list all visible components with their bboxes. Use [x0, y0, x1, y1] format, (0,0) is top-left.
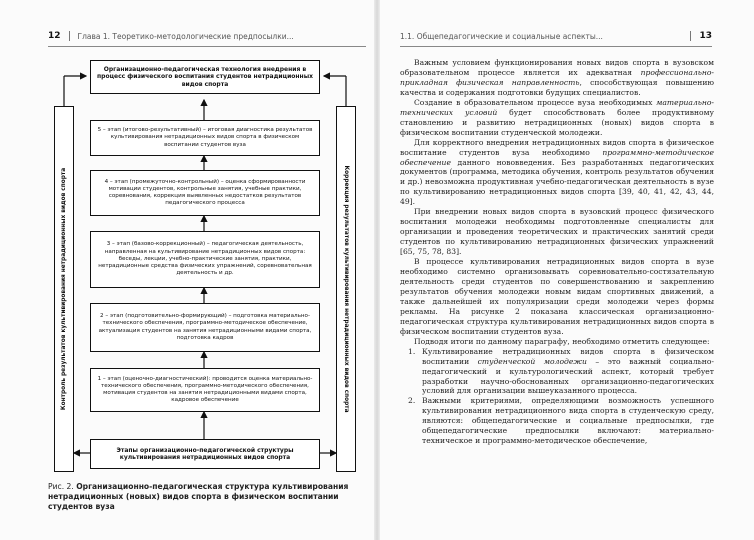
- p2-italic: материально-технических условий: [400, 97, 714, 117]
- paragraph-4: При внедрении новых видов спорта в вузовский процесс физического воспитания молодежи необходимы подготовленные специалисты для организации и проведения теоретических и практических занятий среди студентов по культивированию нетрадиционных физических упражнений [65, 75, 78, 83].: [400, 207, 714, 257]
- stages-structure-box: Этапы организационно-педагогической структуры культивирования нетрадиционных видов спорта: [90, 439, 320, 469]
- stage-5-box: 5 – этап (итогово-результативный) – итоговая диагностика результатов культивирования нетрадиционных видов спорта в физическом воспитании студентов вуза: [90, 120, 320, 156]
- stage-3-box: 3 – этап (базово-коррекционный) – педагогическая деятельность, направленная на культивирование нетрадиционных видов спорта: беседы, лекции, учебно-практические занятия, практики, нетрадиционные средства физических упражнений, соревновательная деятельность и др.: [90, 231, 320, 288]
- p3-text-a: Для корректного внедрения нетрадиционных видов спорта в физическое воспитание студентов вуза необходимо: [400, 137, 714, 157]
- figure-caption-prefix: Рис. 2.: [48, 482, 74, 491]
- list-item: [400, 347, 714, 397]
- left-page-number: 12: [48, 31, 70, 41]
- stage-2-box: 2 – этап (подготовительно-формирующий) – подготовка материально-технического обеспечения, программно-методическое обеспечение, актуализация студентов на занятия нетрадиционными видами спорта, подготовка кадров: [90, 303, 320, 352]
- li1-text-a: Культивирование нетрадиционных видов спорта в физическом воспитании: [422, 346, 714, 366]
- right-header-rule: [400, 46, 712, 47]
- p3-italic: программно-методическое обеспечение: [400, 147, 714, 167]
- paragraph-1: [400, 58, 714, 98]
- summary-list: [400, 347, 714, 447]
- p2-text-b: будет способствовать более продуктивному становлению и развитию нетрадиционных (новых) видов спорта в физическом воспитании студенческой молодежи.: [400, 107, 714, 137]
- body-text: [400, 58, 714, 446]
- stage-1-box: 1 – этап (оценочно-диагностический): проводится оценка материально-технического обеспечения, программно-методического обеспечения, мотивация студентов на занятия нетрадиционными видами спорта, кадровое обеспечение: [90, 368, 320, 412]
- p2-text-a: Создание в образовательном процессе вуза необходимых: [414, 97, 657, 107]
- li2-text: Важными критериями, определяющими возможность успешного культивирования нетрадиционного вида спорта в студенческую среду, являются: общепедагогические и социальные предпосылки, где общепедагогические предпосылки включают: материально-техническое и программно-методическое обеспечение,: [422, 396, 714, 446]
- li1-italic: студенческой молодежи: [477, 356, 587, 366]
- right-running-title: 1.1. Общепедагогические и социальные аспекты...: [400, 31, 603, 41]
- figure-caption: [48, 482, 368, 512]
- control-side-label: Контроль результатов культивирования нетрадиционных видов спорта: [61, 167, 67, 411]
- left-header-rule: [48, 46, 366, 47]
- paragraph-3: [400, 138, 714, 208]
- list-item: [400, 396, 714, 446]
- right-page-number: 13: [690, 31, 712, 41]
- paragraph-6: Подводя итоги по данному параграфу, необходимо отметить следующее:: [414, 336, 710, 346]
- left-running-title: Глава 1. Теоретико-методологические предпосылки...: [77, 31, 294, 41]
- p1-italic: профессионально-прикладная физическая направленность: [400, 67, 714, 87]
- p1-text-b: , способствующая повышению качества и содержания подготовки будущих специалистов.: [400, 77, 714, 97]
- list-item-number: 2.: [408, 396, 416, 406]
- correction-side-label: Коррекция результатов культивирования нетрадиционных видов спорта: [343, 165, 349, 413]
- book-gutter: [374, 0, 380, 540]
- li1-text-b: – это важный социально-педагогический и культурологический аспект, который требует разработки научно-обоснованных организационно-педагогических условий для организации вышеуказанного процесса.: [422, 356, 714, 396]
- paragraph-5: В процессе культивирования нетрадиционных видов спорта в вузе необходимо системно организовывать соревновательно-состязательную деятельность среди студентов по совершенствованию и закреплению результатов обучения молодежи новым видам спортивных движений, а также дальнейшей их популяризации среди молодежи через формы рекламы. На рисунке 2 показана классическая организационно-педагогическая структура культивирования нетрадиционных видов спорта в физическом воспитании студентов вуза.: [400, 257, 714, 336]
- stage-4-box: 4 – этап (промежуточно-контрольный) – оценка сформированности мотивации студентов, контрольные занятия, учебные практики, соревнования, коррекция выявленных недостатков результатов педагогического процесса: [90, 170, 320, 216]
- technology-box: Организационно-педагогическая технология внедрения в процесс физического воспитания студентов нетрадиционных видов спорта: [90, 60, 320, 94]
- p3-text-b: данного нововведения. Без разработанных педагогических документов (программа, методика обучения, контроль результатов обучения и др.) невозможна продуктивная учебно-педагогическая деятельность в вузе по культивированию нетрадиционных видов спорта [39, 40, 41, 42, 43, 44, 49].: [400, 157, 714, 207]
- structure-diagram: [44, 56, 366, 478]
- right-page-header: [400, 28, 712, 44]
- paragraph-2: [400, 98, 714, 138]
- p1-text-a: Важным условием функционирования новых видов спорта в вузовском образовательном процессе является их адекватная: [400, 58, 714, 77]
- figure-caption-text: Организационно-педагогическая структура культивирования нетрадиционных (новых) видов спорта в физическом воспитании студентов вуза: [48, 482, 349, 511]
- list-item-number: 1.: [408, 346, 416, 356]
- left-page-header: [48, 28, 366, 44]
- control-side-box: [54, 106, 74, 472]
- correction-side-box: [336, 106, 356, 472]
